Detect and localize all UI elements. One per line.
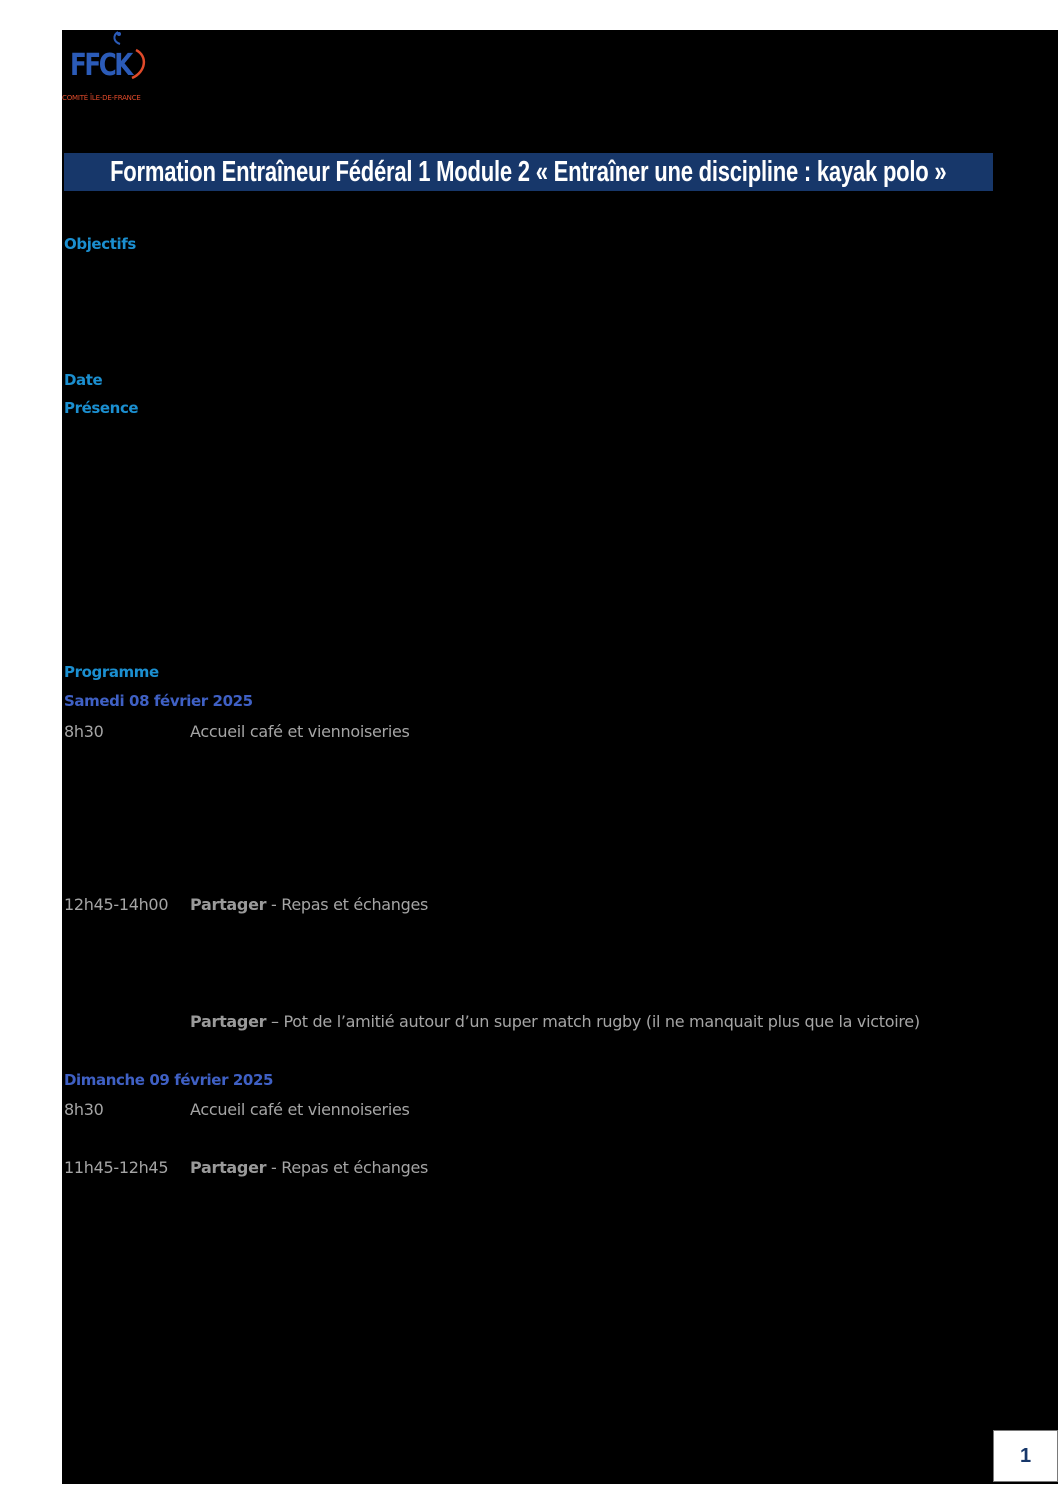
section-objectifs: Objectifs [64,235,136,253]
schedule-time: 8h30 [64,1100,104,1119]
page-number: 1 [1019,1444,1032,1467]
schedule-item [190,1100,410,1119]
section-presence: Présence [64,399,139,417]
schedule-item [190,1012,920,1031]
schedule-item-text: - Repas et échanges [266,1158,429,1177]
schedule-time: 12h45-14h00 [64,895,169,914]
day-heading-sunday: Dimanche 09 février 2025 [64,1071,274,1089]
schedule-item-text: – Pot de l’amitié autour d’un super match rugby (il ne manquait plus que la victoire) [266,1012,920,1031]
ffck-logo [62,30,162,110]
schedule-time: 11h45-12h45 [64,1158,169,1177]
section-date: Date [64,371,103,389]
section-programme: Programme [64,663,159,681]
schedule-item-text: Accueil café et viennoiseries [190,1100,410,1119]
schedule-item-strong: Partager [190,895,267,914]
logo-text: FFCK [70,48,131,83]
schedule-item-text: Accueil café et viennoiseries [190,722,410,741]
schedule-item-strong: Partager [190,1012,267,1031]
schedule-item-strong: Partager [190,1158,267,1177]
schedule-item [190,895,428,914]
schedule-time: 8h30 [64,722,104,741]
day-heading-saturday: Samedi 08 février 2025 [64,692,253,710]
schedule-item [190,722,410,741]
page-number-box [993,1430,1058,1482]
schedule-item-text: - Repas et échanges [266,895,429,914]
schedule-item [190,1158,428,1177]
logo-subtitle: COMITÉ ÎLE-DE-FRANCE [62,94,141,102]
title-bar [64,153,993,191]
document-page [62,30,1058,1484]
page-title: Formation Entraîneur Fédéral 1 Module 2 « Entraîner une discipline : kayak polo » [110,155,947,188]
